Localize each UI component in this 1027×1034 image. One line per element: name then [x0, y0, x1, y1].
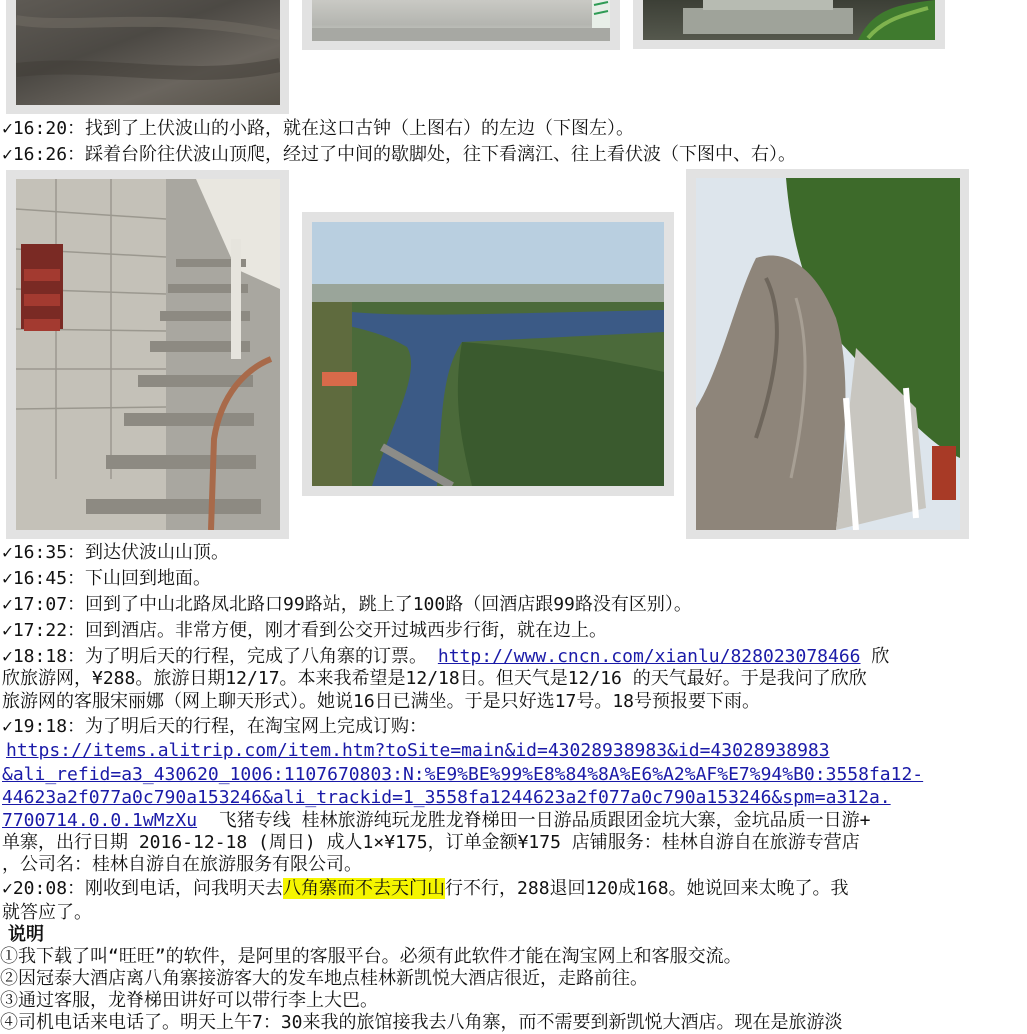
note-item-4: ④司机电话来电话了。明天上午7：30来我的旅馆接我去八角寨，而不需要到新凯悦大酒店。现在是旅游淡: [0, 1012, 843, 1033]
log-line-1707: [2, 594, 692, 616]
log-line-1645: [2, 568, 211, 590]
log-text: 19:18：为了明后天的行程，在淘宝网上完成订购：: [12, 716, 428, 737]
notes-heading: 说明: [8, 924, 44, 945]
log-text: 17:07：回到了中山北路凤北路口99路站，跳上了100路（回酒店跟99路没有区别）。: [12, 594, 692, 615]
log-line-1626: [2, 144, 796, 166]
photo-frame-river: [302, 212, 674, 496]
stone-stairway-photo: [16, 179, 280, 530]
log-text: 18:18：为了明后天的行程，完成了八角寨的订票。: [12, 646, 428, 667]
alitrip-link-cont[interactable]: 44623a2f077a0c790a153246&ali_trackid=1_3558fa1244623a2f077a0c790a153246&spm=a312a.: [2, 787, 891, 808]
log-line-1722: [2, 620, 607, 642]
alitrip-link[interactable]: https://items.alitrip.com/item.htm?toSite=main&id=43028938983&id=43028938983: [6, 740, 830, 761]
log-line-1620: [2, 118, 634, 140]
paved-path-photo: [16, 0, 280, 105]
log-text-suffix: 欣: [871, 646, 890, 667]
check-icon: ✓: [2, 542, 13, 563]
check-icon: ✓: [2, 878, 13, 899]
alitrip-link-line-1: [6, 740, 830, 762]
log-text: 20:08：刚收到电话，问我明天去: [12, 878, 284, 899]
log-text: 16:35：到达伏波山山顶。: [12, 542, 230, 563]
check-icon: ✓: [2, 594, 13, 615]
check-icon: ✓: [2, 646, 13, 667]
check-icon: ✓: [2, 118, 13, 139]
photo-frame-top-middle: [302, 0, 620, 50]
log-line-2008-cont: 就答应了。: [2, 902, 92, 923]
alitrip-link-line-2: [2, 764, 923, 786]
photo-frame-top-left: [6, 0, 289, 114]
log-line-1818-cont1: 欣旅游网，¥288。旅游日期12/17。本来我希望是12/18日。但天气是12/16 的天气最好。于是我问了欣欣: [2, 668, 867, 689]
photo-frame-top-right: [633, 0, 945, 49]
check-icon: ✓: [2, 144, 13, 165]
note-item-2: ②因冠泰大酒店离八角寨接游客大的发车地点桂林新凯悦大酒店很近，走路前往。: [0, 968, 648, 989]
alitrip-link-line-3: [2, 787, 891, 809]
log-line-2008: [2, 878, 849, 900]
check-icon: ✓: [2, 716, 13, 737]
log-line-1818-cont2: 旅游网的客服宋丽娜（网上聊天形式）。她说16日已满坐。于是只好选17号。18号预报要下雨。: [2, 691, 761, 712]
check-icon: ✓: [2, 620, 13, 641]
alitrip-link-cont[interactable]: &ali_refid=a3_430620_1006:1107670803:N:%E9%BE%99%E8%84%8A%E6%A2%AF%E7%94%B0:3558fa12-: [2, 764, 924, 785]
li-river-view-photo: [312, 222, 664, 486]
log-line-1818: [2, 646, 889, 668]
stone-monument-photo: [643, 0, 935, 40]
alitrip-link-line-4: [2, 810, 870, 832]
check-icon: ✓: [2, 568, 13, 589]
company-line: ，公司名：桂林自游自在旅游服务有限公司。: [2, 854, 362, 875]
log-text-after: 行不行，288退回120成168。她说回来太晚了。我: [445, 878, 849, 899]
cncn-link[interactable]: http://www.cncn.com/xianlu/828023078466: [437, 646, 861, 667]
order-details-line: 单寨，出行日期 2016-12-18 (周日) 成人1×¥175，订单金额¥175 店铺服务：桂林自游自在旅游专营店: [2, 832, 860, 853]
log-text: 17:22：回到酒店。非常方便，刚才看到公交开过城西步行街，就在边上。: [12, 620, 608, 641]
photo-frame-stairway: [6, 170, 289, 539]
note-item-1: ①我下载了叫“旺旺”的软件，是阿里的客服平台。必须有此软件才能在淘宝网上和客服交流。: [0, 946, 742, 967]
photo-frame-cliff: [686, 169, 969, 539]
highlighted-text: 八角寨而不去天门山: [283, 878, 446, 899]
log-text: 16:26：踩着台阶往伏波山顶爬，经过了中间的歇脚处，往下看漓江、往上看伏波（下图中、右）。: [12, 144, 797, 165]
note-item-3: ③通过客服，龙脊梯田讲好可以带行李上大巴。: [0, 990, 378, 1011]
order-summary: 飞猪专线 桂林旅游纯玩龙胜龙脊梯田一日游品质跟团金坑大寨，金坑品质一日游+: [218, 810, 871, 831]
alitrip-link-cont[interactable]: 7700714.0.0.1wMzXu: [2, 810, 198, 831]
log-line-1918: [2, 716, 427, 738]
log-text: 16:20：找到了上伏波山的小路，就在这口古钟（上图右）的左边（下图左）。: [12, 118, 635, 139]
fubo-cliff-stairs-photo: [696, 178, 960, 530]
ancient-bell-base-photo: [312, 0, 610, 41]
log-text: 16:45：下山回到地面。: [12, 568, 212, 589]
log-line-1635: [2, 542, 229, 564]
